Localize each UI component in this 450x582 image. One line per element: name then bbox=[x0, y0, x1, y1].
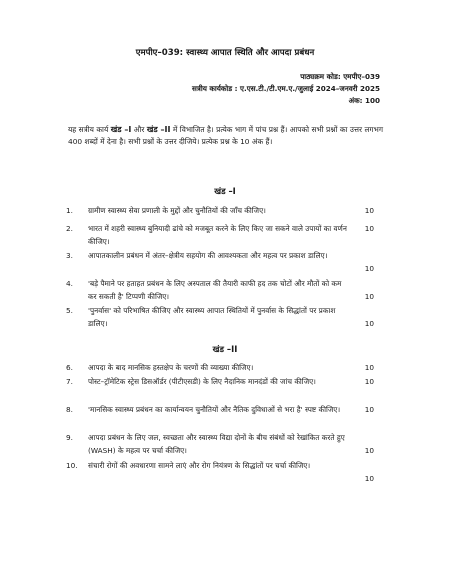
question-marks: 10 bbox=[364, 206, 374, 215]
question-text: भारत में शहरी स्वास्थ्य बुनियादी ढांचे को मजबूत करने के लिए किए जा सकने वाले उपायों का वर्णन कीजिए। bbox=[88, 224, 347, 246]
question-item bbox=[66, 431, 386, 457]
question-item bbox=[66, 277, 386, 303]
question-text: 'मानसिक स्वास्थ्य प्रबंधन का कार्यान्वयन चुनौतियों और नैतिक दुविधाओं से भरा है' स्पष्ट कीजिए। bbox=[88, 405, 341, 414]
question-marks: 10 bbox=[364, 377, 374, 386]
question-number: 8. bbox=[66, 405, 73, 414]
question-marks: 10 bbox=[364, 292, 374, 301]
question-number: 9. bbox=[66, 433, 73, 442]
intro-text-3: में विभाजित है। प्रत्येक भाग में पांच प्रश्न हैं। आपको सभी प्रश्नों का उत्तर लगभग 400 शब्दों में देना है। सभी प्रश्नों के उत्तर दीजिये। प्रत्येक प्रश्न के 10 अंक हैं। bbox=[68, 125, 384, 147]
question-number: 6. bbox=[66, 363, 73, 372]
question-number: 3. bbox=[66, 251, 73, 260]
question-number: 1. bbox=[66, 206, 73, 215]
total-marks: अंक: 100 bbox=[348, 96, 380, 105]
question-number: 2. bbox=[66, 224, 73, 233]
intro-section-1: खंड –I bbox=[110, 125, 132, 134]
question-item bbox=[66, 403, 386, 429]
question-marks: 10 bbox=[364, 363, 374, 372]
question-marks: 10 bbox=[364, 264, 374, 273]
question-item bbox=[66, 204, 386, 217]
question-number: 5. bbox=[66, 306, 73, 315]
question-item bbox=[66, 459, 386, 485]
question-text: आपदा के बाद मानसिक हस्तक्षेप के चरणों की व्याख्या कीजिए। bbox=[88, 363, 254, 372]
question-text: 'बड़े पैमाने पर हताहत प्रबंधन के लिए अस्पताल की तैयारी काफी हद तक चोटों और मौतों को कम कर सकती है' टिप्पणी कीजिए। bbox=[88, 279, 342, 301]
instructions-paragraph bbox=[68, 124, 383, 148]
intro-text-2: और bbox=[131, 125, 147, 134]
question-text: 'पुनर्वास' को परिभाषित कीजिए और स्वास्थ्य आपात स्थितियों में पुनर्वास के सिद्धांतों पर प्रकाश डालिए। bbox=[88, 306, 336, 328]
question-item bbox=[66, 304, 386, 330]
intro-text-1: यह सत्रीय कार्य bbox=[68, 125, 111, 134]
question-marks: 10 bbox=[364, 405, 374, 414]
course-code: पाठ्यक्रम कोड: एमपीए–039 bbox=[300, 72, 380, 81]
question-text: आपदा प्रबंधन के लिए जल, स्वच्छता और स्वास्थ्य विद्या दोनों के बीच संबंधों को रेखांकित करते हुए (WASH) के महत्व पर चर्चा कीजिए। bbox=[88, 433, 345, 455]
question-marks: 10 bbox=[364, 319, 374, 328]
section-heading-2: खंड –II bbox=[212, 344, 238, 354]
question-text: पोस्ट–ट्रॉमेटिक स्ट्रेस डिसऑर्डर (पीटीएसडी) के लिए नैदानिक मानदंडों की जांच कीजिए। bbox=[88, 377, 316, 386]
question-text: ग्रामीण स्वास्थ्य सेवा प्रणाली के मुद्दों और चुनौतियों की जाँच कीजिए। bbox=[88, 206, 266, 215]
section-heading-1: खंड –I bbox=[214, 186, 236, 196]
question-item bbox=[66, 222, 386, 248]
question-marks: 10 bbox=[364, 474, 374, 483]
question-item bbox=[66, 375, 386, 401]
intro-section-2: खंड –II bbox=[146, 125, 171, 134]
assignment-code: सत्रीय कार्यकोड : ए.एस.टी./टी.एम.ए./जुलाई 2024–जनवरी 2025 bbox=[192, 84, 380, 93]
question-text: संचारी रोगों की अवधारणा सामने लाएं और रोग नियंत्रण के सिद्धांतों पर चर्चा कीजिए। bbox=[88, 461, 311, 470]
question-number: 7. bbox=[66, 377, 73, 386]
question-marks: 10 bbox=[364, 224, 374, 233]
page-title: एमपीए–039: स्वास्थ्य आपात स्थिति और आपदा प्रबंधन bbox=[135, 48, 315, 58]
question-marks: 10 bbox=[364, 446, 374, 455]
question-item bbox=[66, 249, 386, 275]
question-item bbox=[66, 361, 386, 374]
question-number: 10. bbox=[66, 461, 78, 470]
question-number: 4. bbox=[66, 279, 73, 288]
question-text: आपातकालीन प्रबंधन में अंतर–क्षेत्रीय सहयोग की आवश्यकता और महत्व पर प्रकाश डालिए। bbox=[88, 251, 328, 260]
